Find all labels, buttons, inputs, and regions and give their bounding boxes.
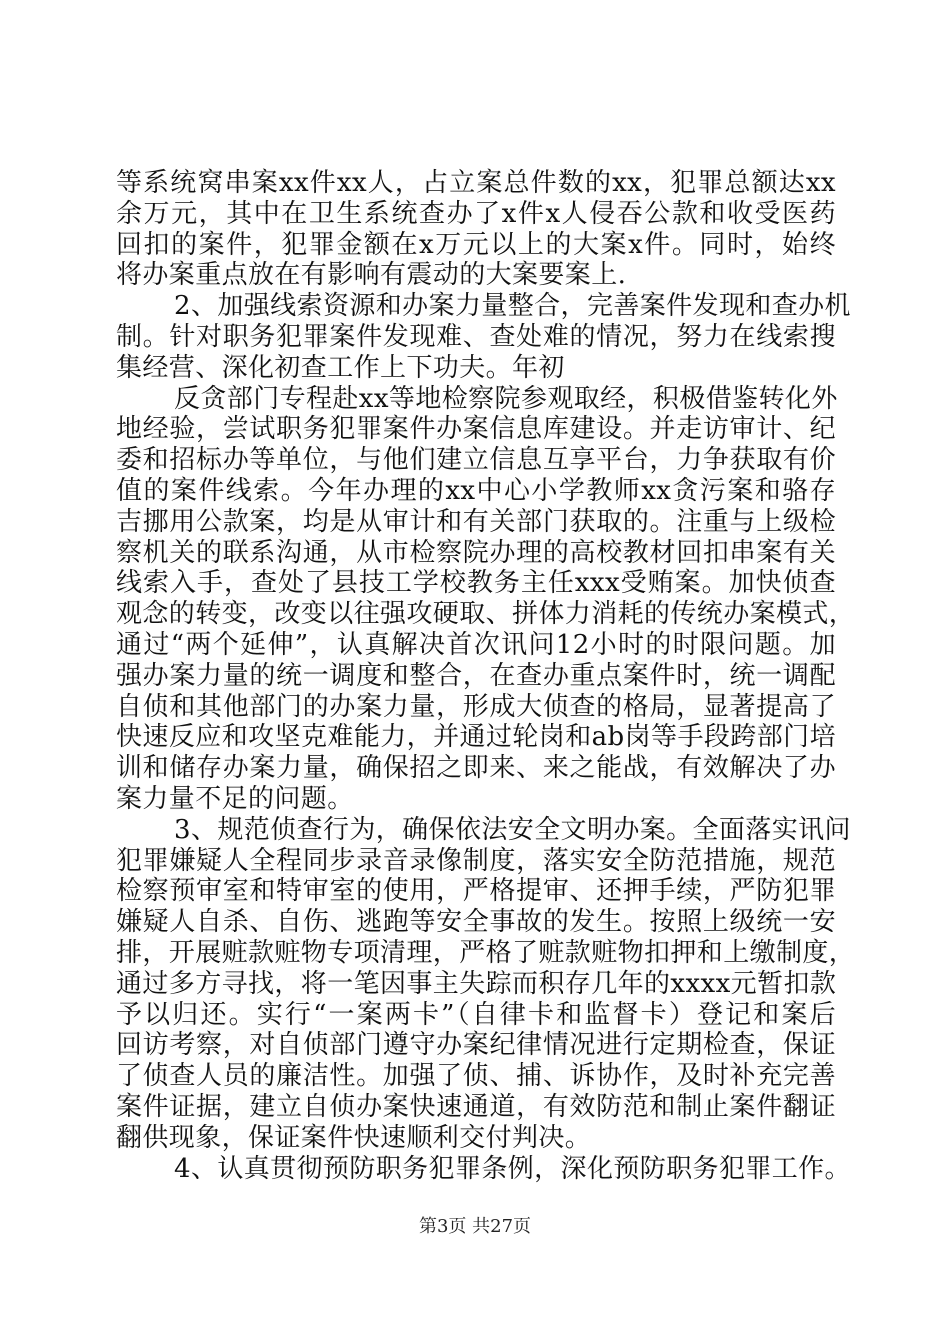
text-line: 嫌疑人自杀、自伤、逃跑等安全事故的发生。按照上级统一安 — [116, 907, 836, 938]
text-line: 反贪部门专程赴xx等地检察院参观取经，积极借鉴转化外 — [174, 383, 838, 414]
text-line: 3、规范侦查行为，确保依法安全文明办案。全面落实讯问 — [174, 814, 851, 845]
text-line: 自侦和其他部门的办案力量，形成大侦查的格局，显著提高了 — [116, 691, 836, 722]
text-line: 检察预审室和特审室的使用，严格提审、还押手续，严防犯罪 — [116, 876, 836, 907]
text-line: 排，开展赃款赃物专项清理，严格了赃款赃物扣押和上缴制度， — [116, 937, 856, 968]
text-line: 通过多方寻找，将一笔因事主失踪而积存几年的xxxx元暂扣款 — [116, 968, 837, 999]
text-line: 委和招标办等单位，与他们建立信息互享平台，力争获取有价 — [116, 445, 836, 476]
text-line: 了侦查人员的廉洁性。加强了侦、捕、诉协作，及时补充完善 — [116, 1061, 836, 1092]
text-line: 察机关的联系沟通，从市检察院办理的高校教材回扣串案有关 — [116, 537, 836, 568]
text-line: 将办案重点放在有影响有震动的大案要案上. — [116, 260, 627, 291]
text-line: 强办案力量的统一调度和整合，在查办重点案件时，统一调配 — [116, 660, 836, 691]
text-line: 地经验，尝试职务犯罪案件办案信息库建设。并走访审计、纪 — [116, 414, 836, 445]
text-line: 集经营、深化初查工作上下功夫。年初 — [116, 352, 565, 383]
text-line: 通过“两个延伸”，认真解决首次讯问12小时的时限问题。加 — [116, 629, 836, 660]
text-line: 2、加强线索资源和办案力量整合，完善案件发现和查办机 — [174, 291, 851, 322]
text-line: 值的案件线索。今年办理的xx中心小学教师xx贪污案和骆存 — [116, 475, 836, 506]
text-line: 回访考察，对自侦部门遵守办案纪律情况进行定期检查，保证 — [116, 1030, 836, 1061]
text-line: 案力量不足的问题。 — [116, 783, 354, 814]
text-line: 吉挪用公款案，均是从审计和有关部门获取的。注重与上级检 — [116, 506, 836, 537]
text-line: 等系统窝串案xx件xx人，占立案总件数的xx，犯罪总额达xx — [116, 168, 836, 198]
document-body — [116, 168, 856, 1184]
text-line: 予以归还。实行“一案两卡”（自律卡和监督卡）登记和案后 — [116, 999, 836, 1030]
text-line: 余万元，其中在卫生系统查办了x件x人侵吞公款和收受医药 — [116, 198, 836, 229]
text-line: 线索入手，查处了县技工学校教务主任xxx受贿案。加快侦查 — [116, 568, 836, 599]
text-line: 训和储存办案力量，确保招之即来、来之能战，有效解决了办 — [116, 753, 836, 784]
text-line: 翻供现象，保证案件快速顺利交付判决。 — [116, 1122, 592, 1153]
text-line: 4、认真贯彻预防职务犯罪条例，深化预防职务犯罪工作。 — [174, 1153, 851, 1184]
text-line: 案件证据，建立自侦办案快速通道，有效防范和制止案件翻证 — [116, 1091, 836, 1122]
page-number-label: 第3页 共27页 — [418, 1216, 532, 1237]
text-line: 观念的转变，改变以往强攻硬取、拼体力消耗的传统办案模式， — [116, 599, 856, 630]
text-line: 回扣的案件，犯罪金额在x万元以上的大案x件。同时，始终 — [116, 229, 836, 260]
text-line: 犯罪嫌疑人全程同步录音录像制度，落实安全防范措施，规范 — [116, 845, 836, 876]
page-footer — [0, 1212, 950, 1238]
text-line: 快速反应和攻坚克难能力，并通过轮岗和ab岗等手段跨部门培 — [116, 722, 836, 753]
text-line: 制。针对职务犯罪案件发现难、查处难的情况，努力在线索搜 — [116, 321, 836, 352]
